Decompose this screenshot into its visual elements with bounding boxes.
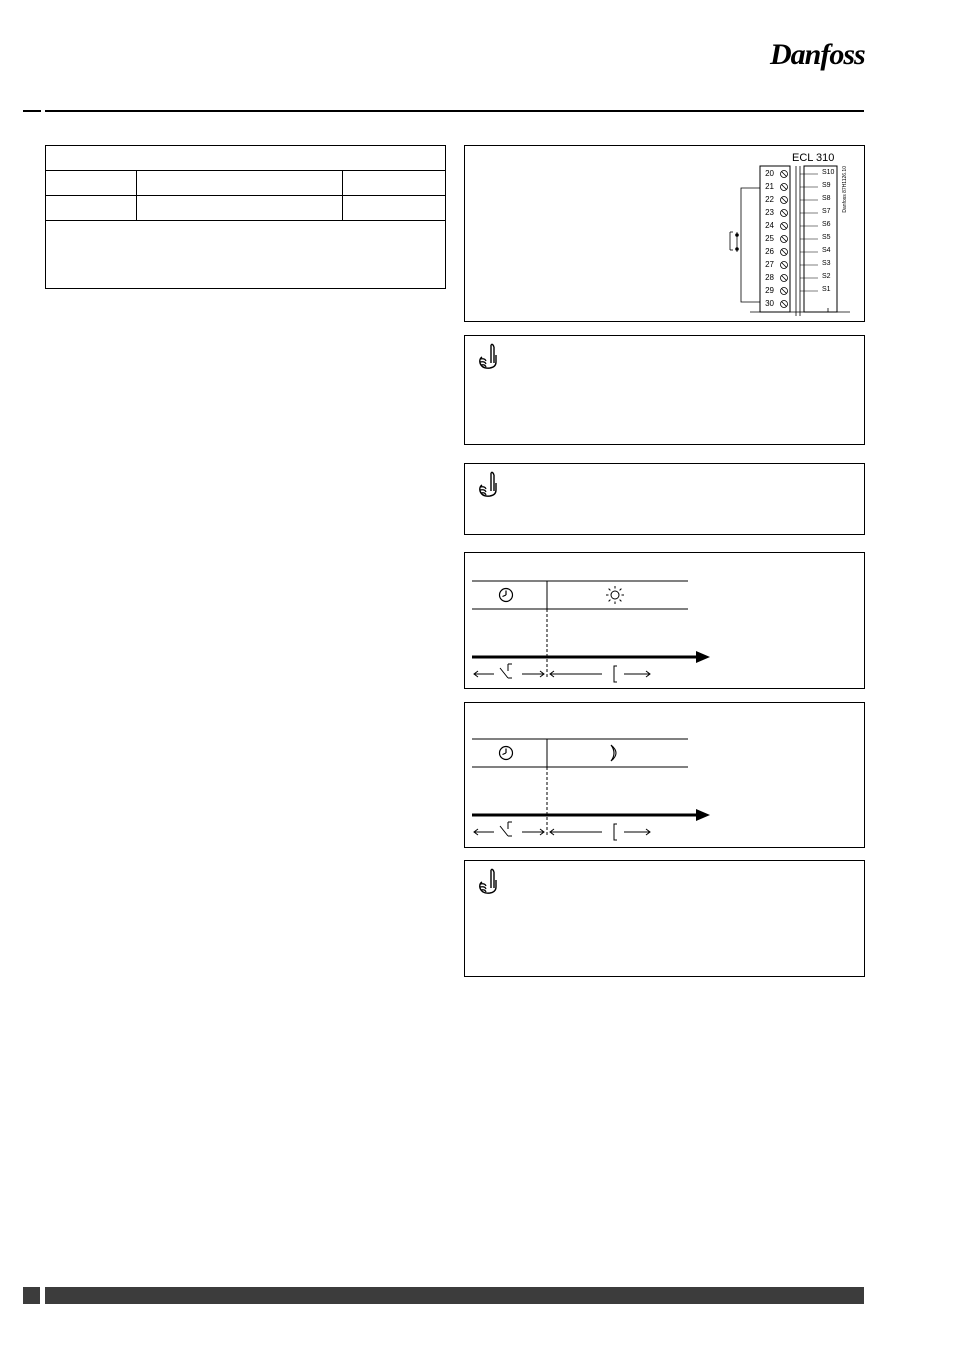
switch-icon <box>500 822 512 836</box>
terminal-number: 20 <box>765 169 774 178</box>
timeline-comfort-diagram <box>464 552 865 689</box>
danfoss-logo: Danfoss <box>770 38 865 71</box>
table-col-divider <box>342 170 343 220</box>
pointing-hand-icon <box>476 868 500 896</box>
controller-label: ECL 310 <box>792 152 835 164</box>
sensor-label: S1 <box>822 286 831 293</box>
terminal-number: 21 <box>765 182 774 191</box>
header-rule-short <box>23 110 41 112</box>
bracket-icon <box>614 824 617 840</box>
bracket-icon <box>614 666 617 682</box>
sensor-label: S6 <box>822 221 831 228</box>
wiring-diagram <box>700 160 860 320</box>
terminal-number: 23 <box>765 208 774 217</box>
note-panel-1 <box>464 335 865 445</box>
clock-icon <box>500 747 513 760</box>
terminal-number: 26 <box>765 247 774 256</box>
terminal-number: 25 <box>765 234 774 243</box>
terminal-number: 27 <box>765 260 774 269</box>
sensor-label: S2 <box>822 273 831 280</box>
table-col-divider <box>136 170 137 220</box>
pointing-hand-icon <box>476 343 500 371</box>
note-panel-2 <box>464 463 865 535</box>
table-row-divider <box>46 220 445 221</box>
terminal-number: 22 <box>765 195 774 204</box>
table-row-divider <box>46 195 445 196</box>
sensor-label: S10 <box>822 169 835 176</box>
sensor-label: S4 <box>822 247 831 254</box>
footer-page-marker <box>23 1287 40 1304</box>
terminal-number: 28 <box>765 273 774 282</box>
part-label: Danfoss 87H1126.10 <box>842 166 848 213</box>
header-rule <box>45 110 864 112</box>
sensor-label: S7 <box>822 208 831 215</box>
timeline-reduced-diagram <box>464 702 865 848</box>
sensor-label: S3 <box>822 260 831 267</box>
terminal-number: 24 <box>765 221 774 230</box>
switch-icon <box>500 664 512 678</box>
sun-icon <box>606 586 624 604</box>
parameter-table <box>45 145 446 289</box>
sensor-label: S5 <box>822 234 831 241</box>
terminal-number: 29 <box>765 286 774 295</box>
terminal-number: 30 <box>765 299 774 308</box>
sensor-label: S8 <box>822 195 831 202</box>
table-row-divider <box>46 170 445 171</box>
note-panel-3 <box>464 860 865 977</box>
footer-bar <box>45 1287 864 1304</box>
clock-icon <box>500 589 513 602</box>
sensor-label: S9 <box>822 182 831 189</box>
pointing-hand-icon <box>476 471 500 499</box>
moon-icon <box>611 745 616 761</box>
